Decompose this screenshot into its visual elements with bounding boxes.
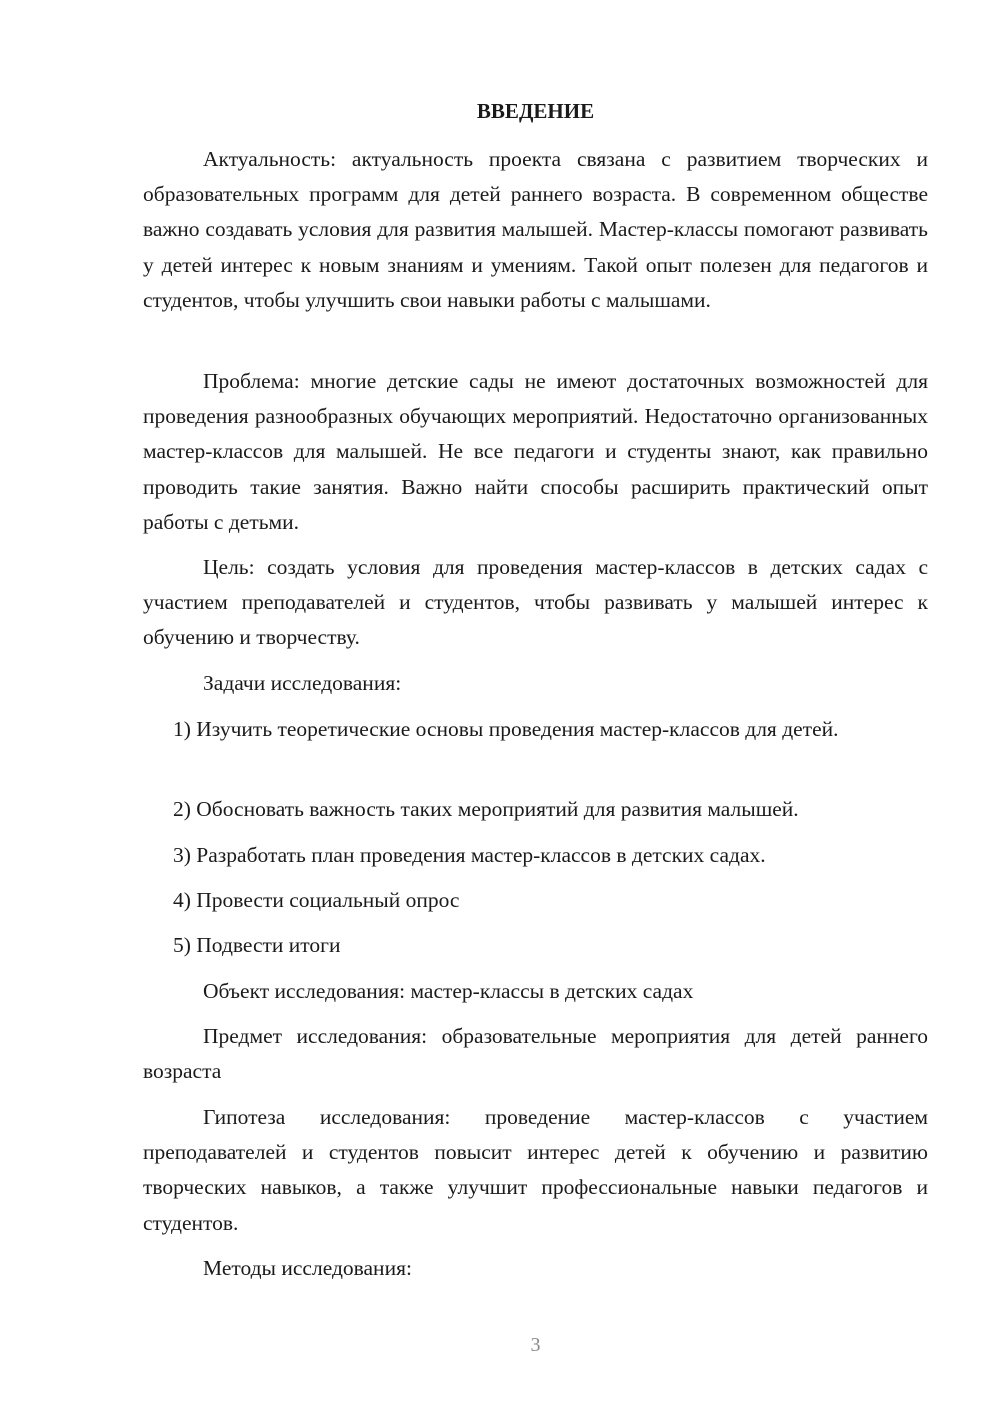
- task-item-1: 1) Изучить теоретические основы проведения мастер-классов для детей.: [173, 717, 839, 741]
- subject-paragraph: Предмет исследования: образовательные мероприятия для детей раннего возраста: [143, 1024, 928, 1084]
- task-item-5: 5) Подвести итоги: [173, 933, 341, 957]
- task-item-3: 3) Разработать план проведения мастер-классов в детских садах.: [173, 843, 766, 867]
- document-page: [143, 0, 928, 1414]
- object-paragraph: Объект исследования: мастер-классы в детских садах: [203, 979, 694, 1003]
- problem-paragraph: Проблема: многие детские сады не имеют достаточных возможностей для проведения разнообразных обучающих мероприятий. Недостаточно организованных мастер-классов для малышей. Не все педагоги и студенты знают, как правильно проводить такие занятия. Важно найти способы расширить практический опыт работы с детьми.: [143, 369, 928, 534]
- goal-paragraph: Цель: создать условия для проведения мастер-классов в детских садах с участием преподавателей и студентов, чтобы развивать у малышей интерес к обучению и творчеству.: [143, 555, 928, 650]
- page-number: 3: [530, 1334, 541, 1356]
- methods-heading: Методы исследования:: [203, 1256, 412, 1280]
- hypothesis-paragraph: Гипотеза исследования: проведение мастер-классов с участием преподавателей и студентов повысит интерес детей к обучению и развитию творческих навыков, а также улучшит профессиональные навыки педагогов и студентов.: [143, 1105, 928, 1235]
- section-title: ВВЕДЕНИЕ: [476, 99, 595, 123]
- task-item-4: 4) Провести социальный опрос: [173, 888, 460, 912]
- task-item-2: 2) Обосновать важность таких мероприятий для развития малышей.: [173, 797, 799, 821]
- relevance-paragraph: Актуальность: актуальность проекта связана с развитием творческих и образовательных программ для детей раннего возраста. В современном обществе важно создавать условия для развития малышей. Мастер-классы помогают развивать у детей интерес к новым знаниям и умениям. Такой опыт полезен для педагогов и студентов, чтобы улучшить свои навыки работы с малышами.: [143, 147, 928, 312]
- tasks-heading: Задачи исследования:: [203, 671, 402, 695]
